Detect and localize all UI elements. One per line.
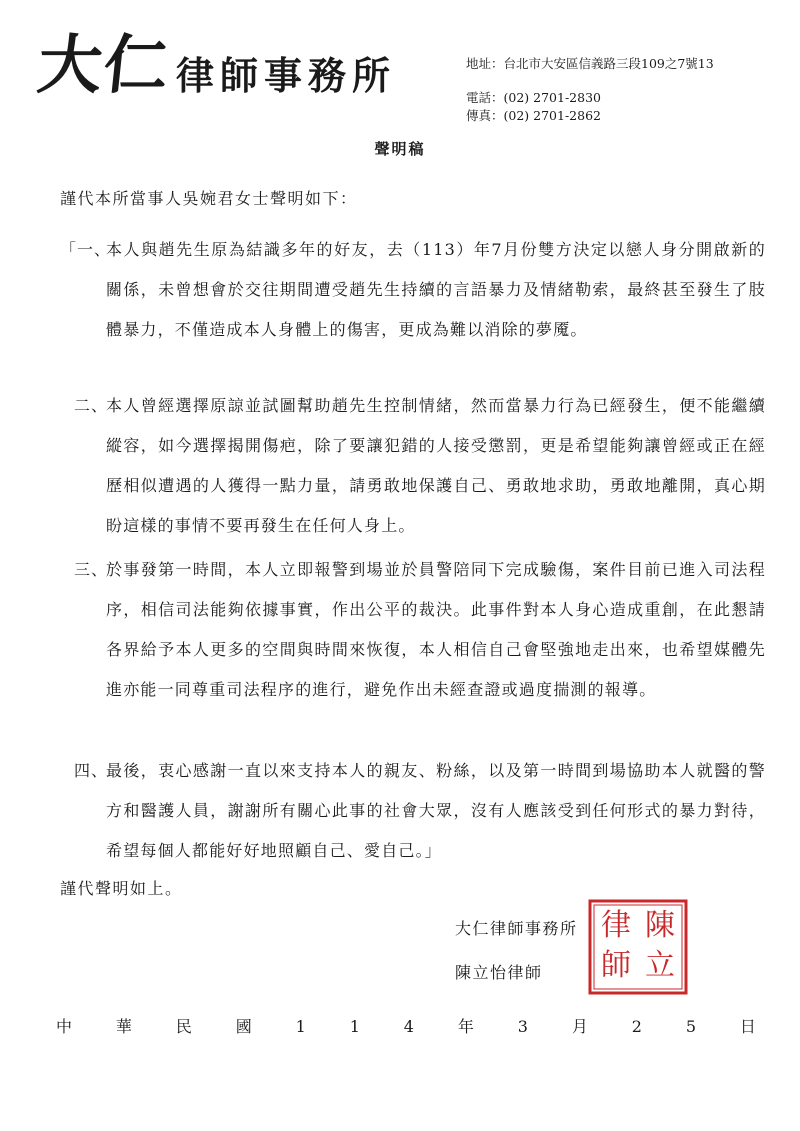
date-year-3: 4 [403,1017,414,1036]
document-title: 聲明稿 [374,140,426,158]
document-date [56,1016,756,1038]
paragraph-number: 二、 [74,396,109,415]
date-era-3: 民 [175,1017,192,1036]
date-year-2: 1 [349,1017,360,1036]
date-era-1: 中 [56,1017,73,1036]
seal-char-4: 師 [601,948,631,983]
firm-address: 地址：台北市大安區信義路三段109之7號13 [466,56,714,71]
paragraph-text: 最後，衷心感謝一直以來支持本人的親友、粉絲，以及第一時間到場協助本人就醫的警方和醫護人員，謝謝所有關心此事的社會大眾，沒有人應該受到任何形式的暴力對待，希望每個人都能好好地照顧自己、愛自己。」 [106,761,766,860]
logo-name-small: 律師事務所 [176,53,397,98]
date-era-2: 華 [115,1017,132,1036]
seal-char-2: 立 [645,948,675,983]
firm-logo [34,28,397,103]
paragraph-number: 「一、 [60,240,112,259]
signature-firm: 大仁律師事務所 [455,919,578,938]
firm-fax: 傳真：(02) 2701-2862 [466,108,601,123]
date-month: 3 [517,1017,528,1036]
intro-line: 謹代本所當事人吳婉君女士聲明如下： [60,189,358,208]
date-day-unit: 日 [739,1017,756,1036]
paragraph-text: 本人與趙先生原為結識多年的好友，去（113）年7月份雙方決定以戀人身分開啟新的關係，未曾想會於交往期間遭受趙先生持續的言語暴力及情緒勒索，最終甚至發生了肢體暴力，不僅造成本人身體上的傷害，更成為難以消除的夢魇。 [106,240,766,339]
date-day-2: 5 [685,1017,697,1036]
lawyer-seal-stamp [588,899,688,995]
seal-char-3: 律 [601,908,631,943]
paragraph-text: 本人曾經選擇原諒並試圖幫助趙先生控制情緒，然而當暴力行為已經發生，便不能繼續縱容，如今選擇揭開傷疤，除了要讓犯錯的人接受懲罰，更是希望能夠讓曾經或正在經歷相似遭遇的人獲得一點力量，請勇敢地保護自己、勇敢地求助，勇敢地離開，真心期盼這樣的事情不要再發生在任何人身上。 [106,396,766,535]
seal-char-1: 陳 [645,908,675,943]
firm-phone: 電話：(02) 2701-2830 [466,90,601,105]
date-year-1: 1 [295,1017,306,1036]
date-month-unit: 月 [571,1017,588,1036]
date-day-1: 2 [631,1017,642,1036]
paragraph-text: 於事發第一時間，本人立即報警到場並於員警陪同下完成驗傷，案件目前已進入司法程序，相信司法能夠依據事實，作出公平的裁決。此事件對本人身心造成重創，在此懇請各界給予本人更多的空間與時間來恢復，本人相信自己會堅強地走出來，也希望媒體先進亦能一同尊重司法程序的進行，避免作出未經查證或過度揣測的報導。 [106,560,766,699]
date-era-4: 國 [235,1017,252,1036]
signature-lawyer: 陳立怡律師 [455,963,543,982]
date-year-unit: 年 [457,1017,474,1036]
logo-name-big: 大仁 [34,28,174,103]
paragraph-number: 三、 [74,560,109,579]
closing-line: 謹代聲明如上。 [60,879,183,898]
paragraph-number: 四、 [74,761,109,780]
